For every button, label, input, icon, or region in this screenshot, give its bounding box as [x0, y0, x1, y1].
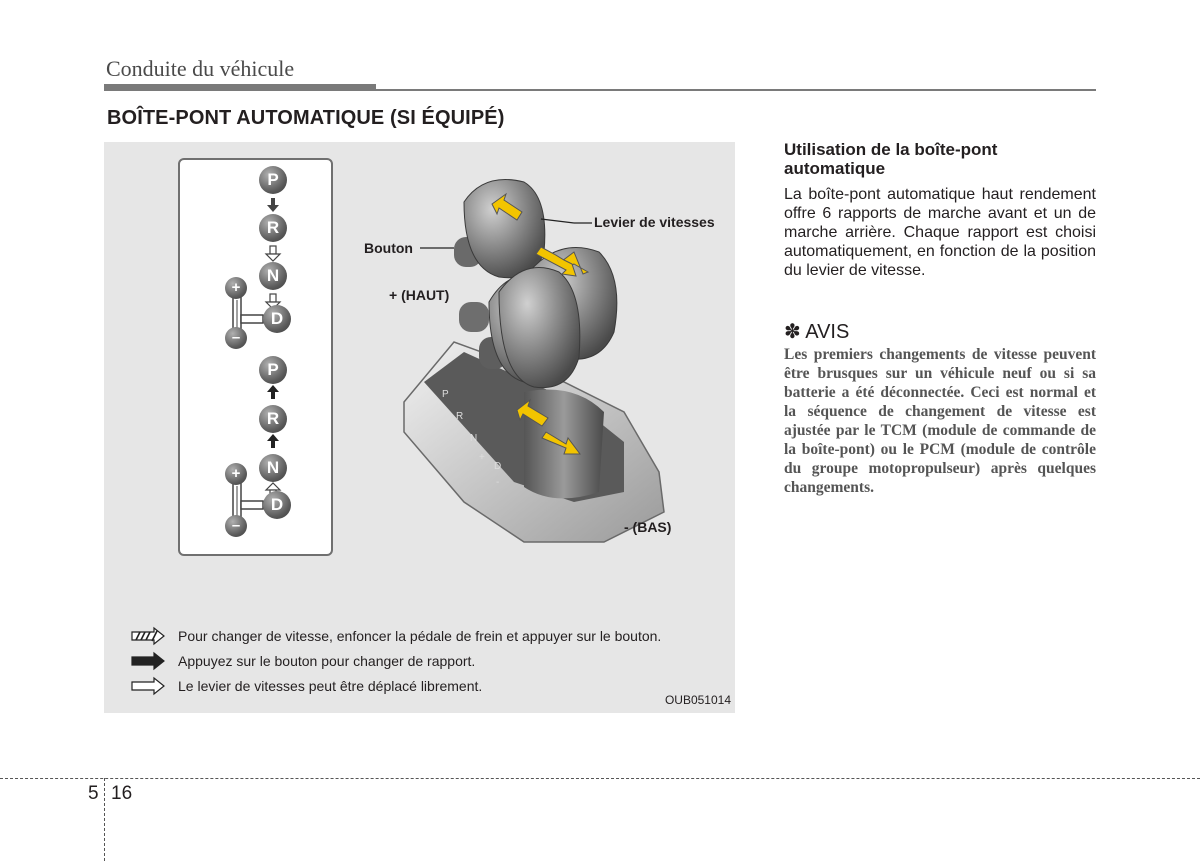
- gear-r-top: R: [259, 214, 287, 242]
- header-rule-thick: [104, 84, 376, 91]
- callout-lever: Levier de vitesses: [594, 214, 715, 230]
- notice-body: Les premiers changements de vitesse peuvent être brusques sur un véhicule neuf ou si sa batterie a été déconnectée. Ceci est normal et la séquence de changement de vitesse est ajustée par le TCM (module de commande de la boîte-pont) ou le PCM (module de contrôle du groupe motopropulseur) après quelques changements.: [784, 346, 1096, 496]
- solid-arrow-icon: [130, 651, 168, 671]
- legend-text: Appuyez sur le bouton pour changer de rapport.: [178, 653, 476, 669]
- gate-letter-plus: +: [479, 452, 485, 463]
- figure-code: OUB051014: [664, 693, 731, 707]
- gear-r-bottom: R: [259, 405, 287, 433]
- callout-down: - (BAS): [624, 519, 672, 535]
- gear-p-bottom: P: [259, 356, 287, 384]
- gate-letter-d: D: [494, 461, 502, 472]
- hatched-arrow-icon: [130, 626, 168, 646]
- plus-top: +: [225, 277, 247, 299]
- gear-d-top: D: [263, 305, 291, 333]
- gate-letter-r: R: [456, 411, 464, 422]
- footer-rule: [0, 778, 1200, 779]
- leader-line-lever: [541, 219, 574, 223]
- gear-n-bottom: N: [259, 454, 287, 482]
- gate-letter-n: N: [470, 433, 478, 444]
- section-title: BOÎTE-PONT AUTOMATIQUE (SI ÉQUIPÉ): [107, 107, 505, 129]
- callout-up: + (HAUT): [389, 287, 450, 303]
- plus-bottom: +: [225, 463, 247, 485]
- gear-n-top: N: [259, 262, 287, 290]
- chapter-number: 5: [88, 783, 99, 804]
- shift-knob-rear: [454, 180, 545, 278]
- chapter-title: Conduite du véhicule: [106, 56, 295, 81]
- gear-shift-figure: [104, 142, 735, 713]
- gate-letter-p: P: [442, 389, 449, 400]
- page-number: 16: [111, 783, 133, 804]
- header-rule-thin: [376, 89, 1096, 91]
- minus-bottom: –: [225, 515, 247, 537]
- gear-d-bottom: D: [263, 491, 291, 519]
- callout-button: Bouton: [364, 240, 413, 256]
- legend-row: [130, 676, 482, 696]
- legend-text: Le levier de vitesses peut être déplacé librement.: [178, 678, 483, 694]
- minus-top: –: [225, 327, 247, 349]
- legend-text: Pour changer de vitesse, enfoncer la pédale de frein et appuyer sur le bouton.: [178, 628, 662, 644]
- notice-title: ✽ AVIS: [784, 321, 850, 343]
- subsection-body: La boîte-pont automatique haut rendement offre 6 rapports de marche avant et un de marche arrière. Chaque rapport est choisi automatiquement, en fonction de la position du levier de vitesse.: [784, 186, 1096, 279]
- outline-arrow-icon: [130, 676, 168, 696]
- footer-divider: [104, 778, 105, 861]
- legend-row: [130, 626, 661, 646]
- subsection-heading: Utilisation de la boîte-pont automatique: [784, 140, 998, 178]
- gate-letter-minus: -: [496, 477, 500, 488]
- legend-row: [130, 651, 475, 671]
- gear-p-top: P: [259, 166, 287, 194]
